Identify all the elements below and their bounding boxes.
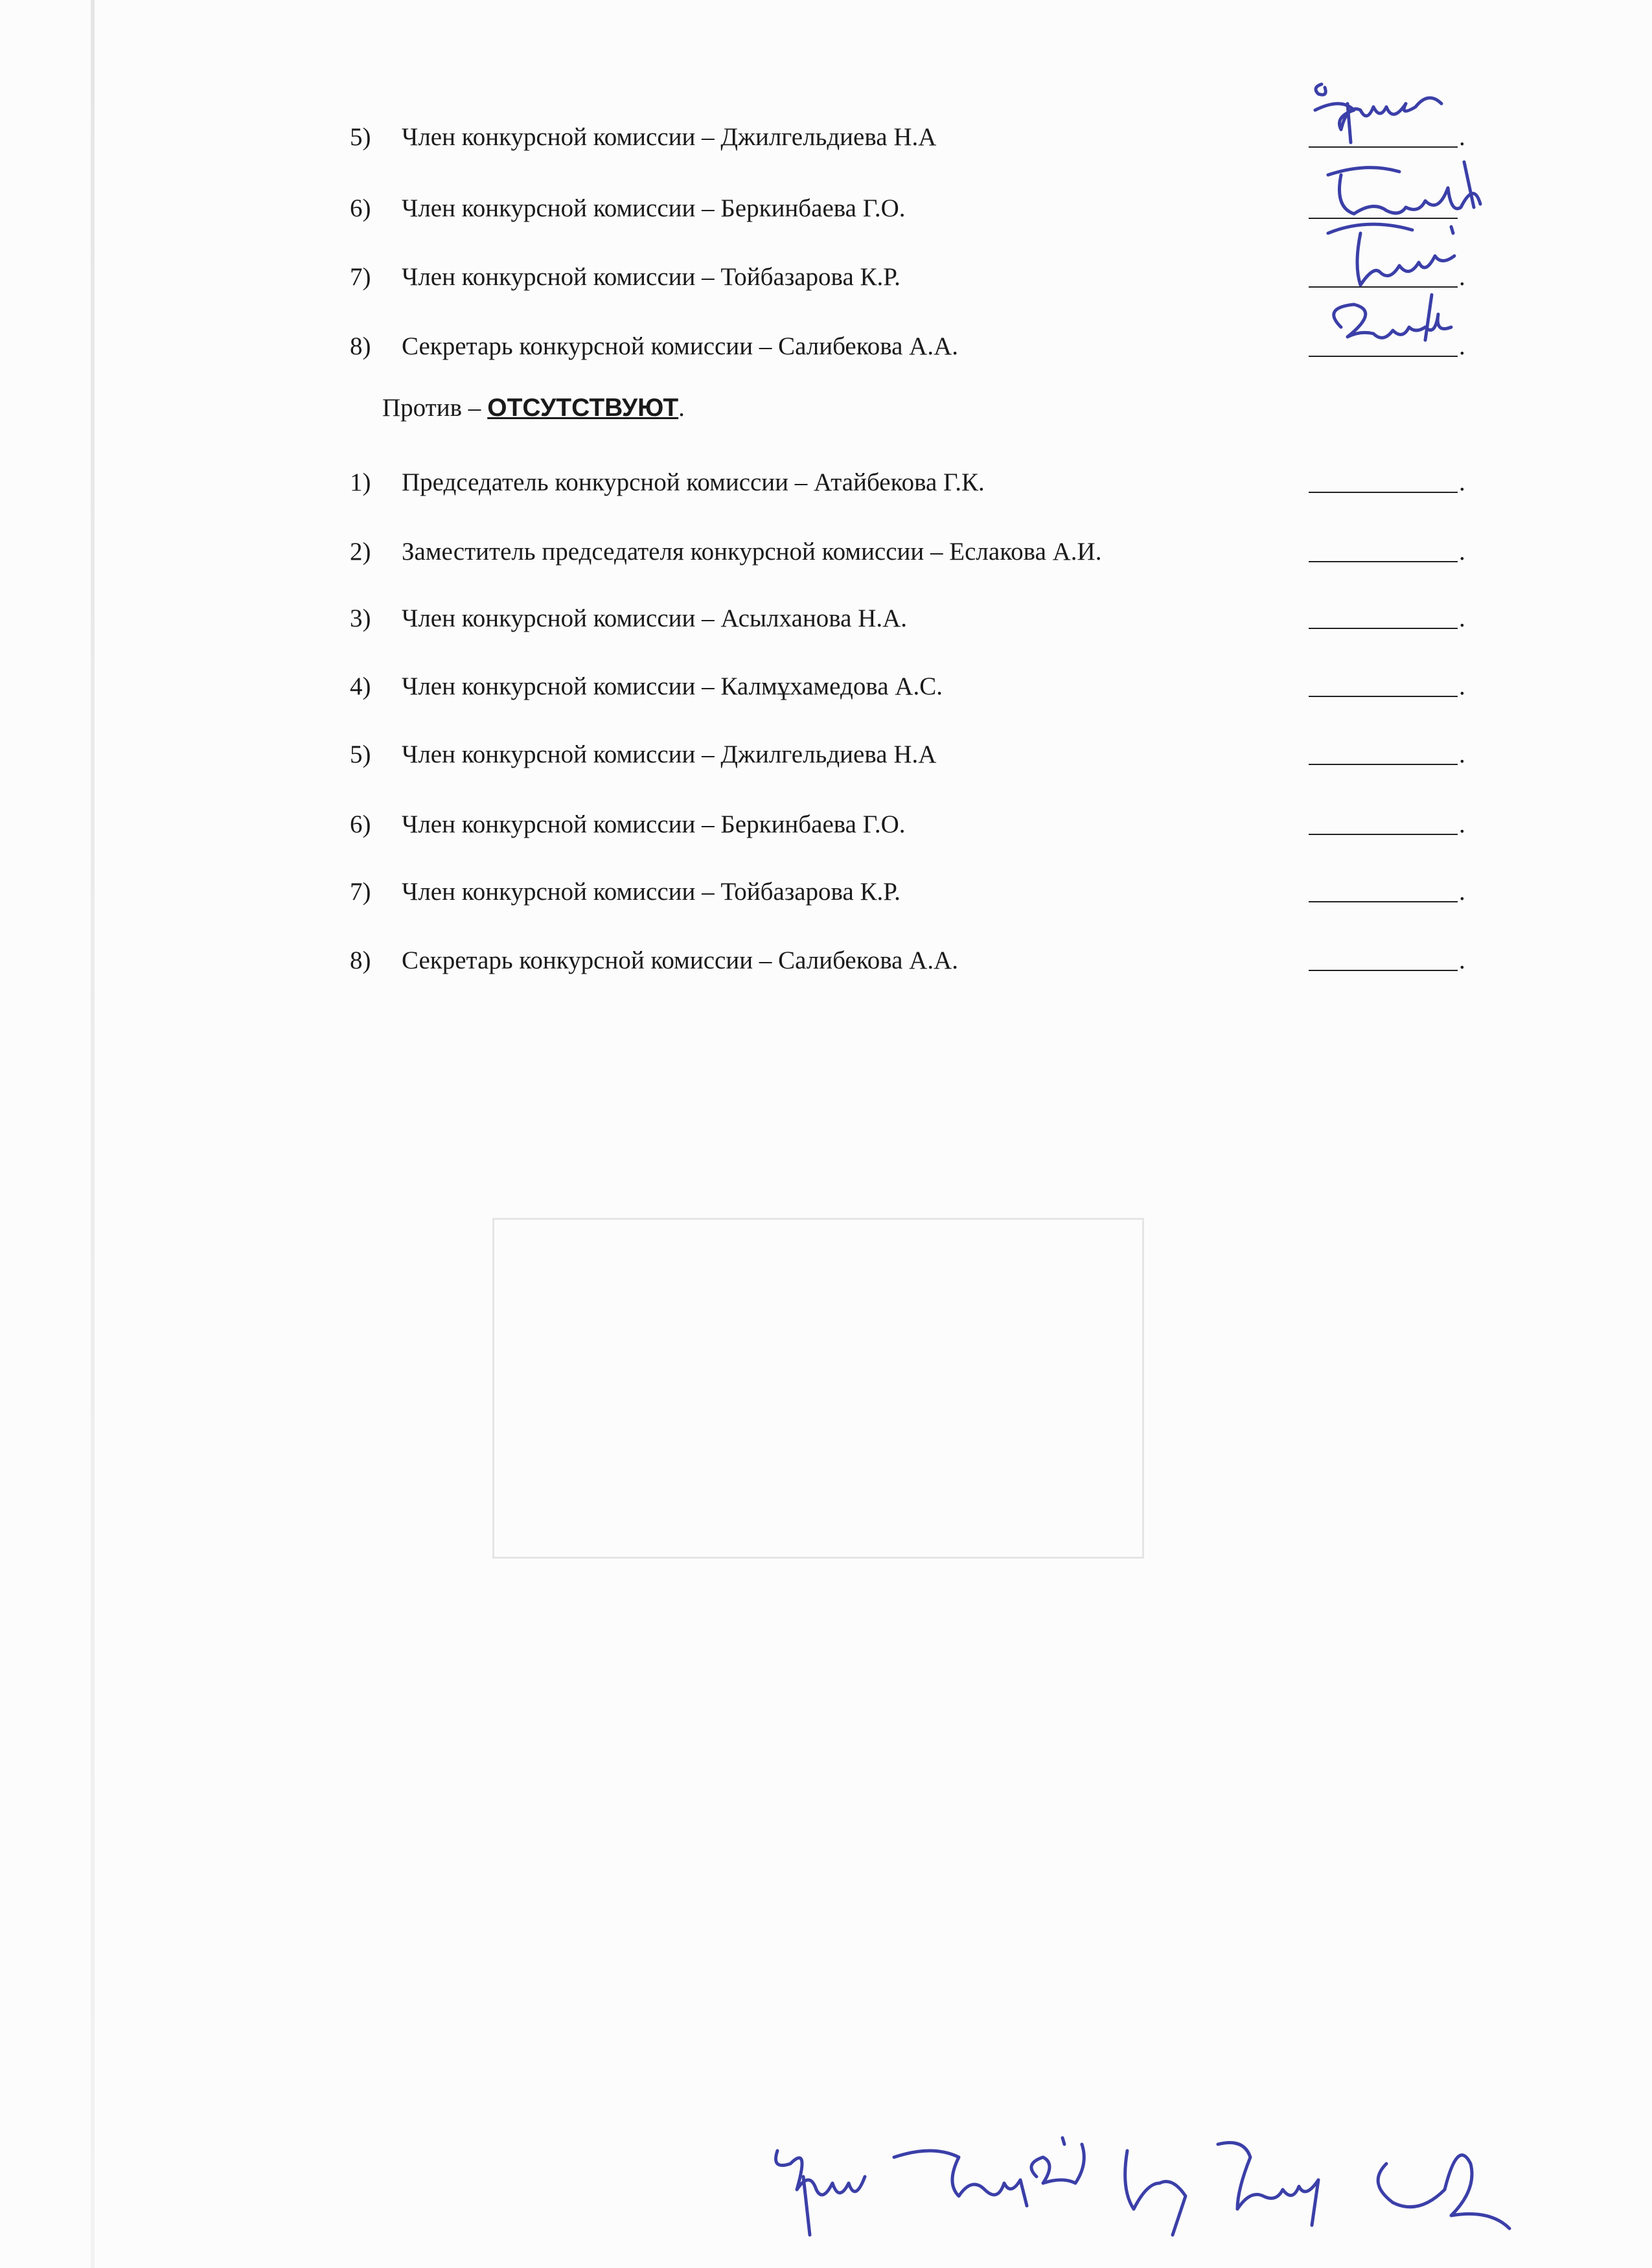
signature-line bbox=[1309, 696, 1458, 697]
bottom-signatures bbox=[764, 2125, 1555, 2261]
item-text: Член конкурсной комиссии – Тойбазарова К.Р. bbox=[402, 878, 901, 906]
page-edge-shadow bbox=[91, 0, 95, 2268]
item-end: . bbox=[1459, 263, 1465, 291]
item-end: . bbox=[1459, 878, 1465, 906]
item-number: 4) bbox=[350, 672, 371, 700]
item-end: . bbox=[1459, 740, 1465, 768]
signature-line bbox=[1309, 764, 1458, 765]
item-text: Секретарь конкурсной комиссии – Салибекова А.А. bbox=[402, 946, 958, 974]
against-result: ОТСУТСТВУЮТ bbox=[487, 394, 679, 422]
signature-line bbox=[1309, 901, 1458, 902]
against-item-6 bbox=[350, 805, 1464, 844]
item-text: Член конкурсной комиссии – Тойбазарова К.Р. bbox=[402, 263, 901, 291]
item-text: Член конкурсной комиссии – Джилгельдиева Н.А bbox=[402, 123, 937, 151]
item-text: Член конкурсной комиссии – Беркинбаева Г.О. bbox=[402, 810, 906, 838]
item-text: Член конкурсной комиссии – Беркинбаева Г.О. bbox=[402, 194, 906, 222]
item-text: Секретарь конкурсной комиссии – Салибекова А.А. bbox=[402, 332, 958, 360]
signature-line bbox=[1309, 628, 1458, 629]
signature-line bbox=[1309, 561, 1458, 562]
item-end: . bbox=[1459, 810, 1465, 838]
item-text: Председатель конкурсной комиссии – Атайбекова Г.К. bbox=[402, 468, 985, 496]
for-item-6 bbox=[350, 189, 1464, 228]
for-item-7 bbox=[350, 258, 1464, 297]
item-number: 8) bbox=[350, 332, 371, 360]
item-end: . bbox=[1459, 468, 1465, 496]
item-number: 7) bbox=[350, 263, 371, 291]
against-item-5 bbox=[350, 735, 1464, 774]
against-item-4 bbox=[350, 667, 1464, 706]
against-item-1 bbox=[350, 463, 1464, 502]
against-item-3 bbox=[350, 599, 1464, 638]
item-text: Член конкурсной комиссии – Асылханова Н.А. bbox=[402, 604, 908, 632]
signature-toibazarova bbox=[1322, 214, 1490, 298]
item-number: 6) bbox=[350, 194, 371, 222]
item-number: 3) bbox=[350, 604, 371, 632]
against-end: . bbox=[678, 394, 685, 422]
item-text: Член конкурсной комиссии – Калмұхамедова А.С. bbox=[402, 672, 943, 700]
against-line bbox=[382, 389, 685, 428]
item-text: Заместитель председателя конкурсной комиссии – Еслакова А.И. bbox=[402, 538, 1102, 566]
for-item-8 bbox=[350, 327, 1464, 366]
item-text: Член конкурсной комиссии – Джилгельдиева Н.А bbox=[402, 740, 937, 768]
item-number: 8) bbox=[350, 946, 371, 974]
item-end: . bbox=[1459, 604, 1465, 632]
item-number: 1) bbox=[350, 468, 371, 496]
item-end: . bbox=[1459, 332, 1465, 360]
item-number: 6) bbox=[350, 810, 371, 838]
item-end: . bbox=[1459, 946, 1465, 974]
signature-line bbox=[1309, 970, 1458, 971]
signature-line bbox=[1309, 492, 1458, 493]
show-through-table bbox=[492, 1218, 1144, 1559]
item-end: . bbox=[1459, 538, 1465, 566]
signature-line bbox=[1309, 834, 1458, 835]
against-label: Против – bbox=[382, 394, 481, 422]
item-end: . bbox=[1459, 672, 1465, 700]
signature-dzhilgeldieva bbox=[1302, 71, 1471, 155]
item-number: 5) bbox=[350, 123, 371, 151]
item-end: . bbox=[1459, 123, 1465, 151]
against-item-8 bbox=[350, 941, 1464, 980]
item-number: 5) bbox=[350, 740, 371, 768]
against-item-2 bbox=[350, 533, 1464, 571]
signature-salibekova bbox=[1315, 288, 1484, 366]
item-number: 7) bbox=[350, 878, 371, 906]
for-item-5 bbox=[350, 118, 1464, 157]
item-number: 2) bbox=[350, 538, 371, 566]
against-item-7 bbox=[350, 873, 1464, 911]
